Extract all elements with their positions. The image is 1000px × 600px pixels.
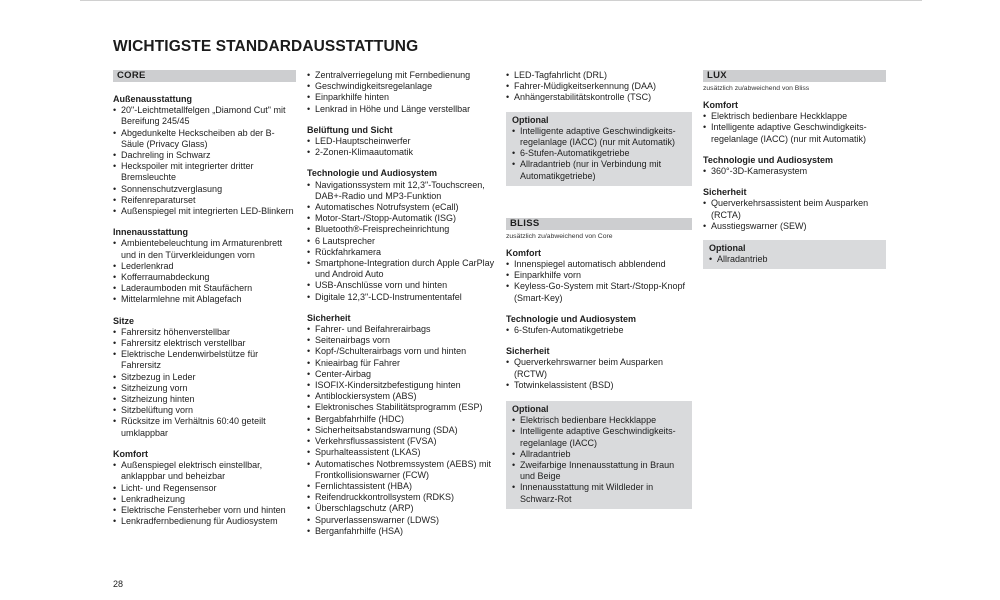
list-item: • Sonnenschutzverglasung [113, 184, 296, 195]
list-item: • Licht- und Regensensor [113, 483, 296, 494]
section-title: Sicherheit [506, 346, 550, 357]
section-title: Komfort [113, 448, 148, 459]
section-title: Komfort [506, 247, 541, 258]
list-item: • Ambientebeleuchtung im Armaturenbrett und in den Türverkleidungen vorn [113, 238, 296, 260]
section-title: Komfort [703, 100, 738, 110]
section-title: Technologie und Audiosystem [506, 313, 637, 324]
list-item: • Knieairbag für Fahrer [307, 358, 495, 369]
core-header: CORE [113, 70, 296, 82]
list [506, 325, 692, 336]
list [512, 126, 688, 182]
list [506, 357, 692, 391]
list-item: • Digitale 12,3"-LCD-Instrumententafel [307, 292, 495, 303]
list-item: • Bergabfahrhilfe (HDC) [307, 414, 495, 425]
list-item: • LED-Hauptscheinwerfer [307, 136, 495, 147]
list-item: • Berganfahrhilfe (HSA) [307, 526, 495, 537]
list-item: • Antiblockiersystem (ABS) [307, 391, 495, 402]
list [307, 324, 495, 537]
list-item: • Keyless-Go-System mit Start-/Stopp-Knopf (Smart-Key) [506, 281, 692, 303]
list-item: • Bluetooth®-Freisprecheinrichtung [307, 224, 495, 235]
list-item: • Kopf-/Schulterairbags vorn und hinten [307, 346, 495, 357]
list-item: • Fahrer- und Beifahrerairbags [307, 324, 495, 335]
list-item: • Zentralverriegelung mit Fernbedienung [307, 70, 495, 81]
optional-box [506, 401, 692, 509]
list-item: • Intelligente adaptive Geschwindigkeits-regelanlage (IACC) [512, 426, 688, 448]
list [113, 460, 296, 527]
list [506, 70, 692, 104]
section-title: Sitze [113, 315, 135, 326]
section-title: Innenausstattung [113, 227, 189, 238]
list-item: • Lenkradheizung [113, 494, 296, 505]
section-title: Technologie und Audiosystem [703, 154, 834, 165]
list-item: • Rücksitze im Verhältnis 60:40 geteilt umklappbar [113, 416, 296, 438]
list-item: • USB-Anschlüsse vorn und hinten [307, 280, 495, 291]
page-title: WICHTIGSTE STANDARDAUSSTATTUNG [113, 38, 419, 55]
list [506, 259, 692, 304]
list-item: • Sitzbezug in Leder [113, 372, 296, 383]
list-item: • Intelligente adaptive Geschwindigkeits-regelanlage (IACC) (nur mit Automatik) [512, 126, 688, 148]
list-item: • Elektrische Lendenwirbelstütze für Fahrersitz [113, 349, 296, 371]
list-item: • Kofferraumabdeckung [113, 272, 296, 283]
list-item: • Seitenairbags vorn [307, 335, 495, 346]
list-item: • Heckspoiler mit integrierter dritter Bremsleuchte [113, 161, 296, 183]
section-title: Sicherheit [703, 187, 747, 198]
list-item: • Reifendruckkontrollsystem (RDKS) [307, 492, 495, 503]
list [703, 111, 886, 145]
list-item: • Einparkhilfe vorn [506, 270, 692, 281]
list-item: • Spurhalteassistent (LKAS) [307, 447, 495, 458]
list-item: • Motor-Start-/Stopp-Automatik (ISG) [307, 213, 495, 224]
section-title: Außenausstattung [113, 94, 193, 104]
list-item: • Einparkhilfe hinten [307, 92, 495, 103]
list-item: • Elektrisch bedienbare Heckklappe [512, 415, 688, 426]
bliss-note: zusätzlich zu/abweichend von Core [506, 232, 613, 240]
page-number: 28 [113, 579, 124, 589]
list-item: • Allradantrieb [512, 449, 688, 460]
list-item: • Mittelarmlehne mit Ablagefach [113, 294, 296, 305]
list-item: • Totwinkelassistent (BSD) [506, 380, 692, 391]
list-item: • ISOFIX-Kindersitzbefestigung hinten [307, 380, 495, 391]
list-item: • Rückfahrkamera [307, 247, 495, 258]
list-item: • Allradantrieb (nur in Verbindung mit Automatikgetriebe) [512, 159, 688, 181]
optional-box [703, 240, 886, 269]
list-item: • Dachreling in Schwarz [113, 150, 296, 161]
optional-title: Optional [709, 243, 746, 254]
list-item: • Laderaumboden mit Staufächern [113, 283, 296, 294]
list-item: • 2-Zonen-Klimaautomatik [307, 147, 495, 158]
optional-title: Optional [512, 114, 549, 125]
list-item: • Elektrisch bedienbare Heckklappe [703, 111, 886, 122]
list [307, 70, 495, 115]
list-item: • Innenspiegel automatisch abblendend [506, 259, 692, 270]
list [307, 180, 495, 303]
list [307, 136, 495, 158]
list-item: • Fernlichtassistent (HBA) [307, 481, 495, 492]
list-item: • Fahrersitz elektrisch verstellbar [113, 338, 296, 349]
list-item: • Überschlagschutz (ARP) [307, 503, 495, 514]
list-item: • Geschwindigkeitsregelanlage [307, 81, 495, 92]
list-item: • Smartphone-Integration durch Apple CarPlay und Android Auto [307, 258, 495, 280]
list-item: • 20"-Leichtmetallfelgen „Diamond Cut" mit Bereifung 245/45 [113, 105, 296, 127]
list-item: • Sicherheitsabstandswarnung (SDA) [307, 425, 495, 436]
list-item: • Fahrer-Müdigkeitserkennung (DAA) [506, 81, 692, 92]
list [512, 415, 688, 505]
list-item: • Außenspiegel elektrisch einstellbar, anklappbar und beheizbar [113, 460, 296, 482]
list-item: • Elektrische Fensterheber vorn und hinten [113, 505, 296, 516]
column-bliss [506, 70, 692, 509]
bliss-header: BLISS [506, 218, 692, 230]
list-item: • Querverkehrswarner beim Ausparken (RCTW) [506, 357, 692, 379]
list-item: • Verkehrsflussassistent (FVSA) [307, 436, 495, 447]
list-item: • Anhängerstabilitätskontrolle (TSC) [506, 92, 692, 103]
list [709, 254, 882, 265]
list-item: • Elektronisches Stabilitätsprogramm (ESP) [307, 402, 495, 413]
list-item: • Automatisches Notbremssystem (AEBS) mit Frontkollisionswarner (FCW) [307, 459, 495, 481]
list [703, 166, 886, 177]
list-item: • Abgedunkelte Heckscheiben ab der B-Säule (Privacy Glass) [113, 128, 296, 150]
list-item: • Automatisches Notrufsystem (eCall) [307, 202, 495, 213]
list-item: • Spurverlassenswarner (LDWS) [307, 515, 495, 526]
list [703, 198, 886, 232]
list-item: • Navigationssystem mit 12,3"-Touchscreen, DAB+-Radio und MP3-Funktion [307, 180, 495, 202]
list-item: • Reifenreparaturset [113, 195, 296, 206]
list-item: • Fahrersitz höhenverstellbar [113, 327, 296, 338]
section-title: Belüftung und Sicht [307, 124, 393, 135]
list [113, 327, 296, 439]
list-item: • Innenausstattung mit Wildleder in Schwarz-Rot [512, 482, 688, 504]
section-title: Technologie und Audiosystem [307, 168, 438, 179]
list-item: • Querverkehrsassistent beim Ausparken (RCTA) [703, 198, 886, 220]
lux-note: zusätzlich zu/abweichend von Bliss [703, 85, 810, 92]
list-item: • Lenkrad in Höhe und Länge verstellbar [307, 104, 495, 115]
lux-header: LUX [703, 70, 886, 82]
list-item: • Sitzbelüftung vorn [113, 405, 296, 416]
optional-title: Optional [512, 404, 549, 415]
list-item: • Zweifarbige Innenausstattung in Braun und Beige [512, 460, 688, 482]
column-core-continued [307, 70, 495, 537]
list-item: • Außenspiegel mit integrierten LED-Blinkern [113, 206, 296, 217]
section-title: Sicherheit [307, 312, 351, 323]
list-item: • Intelligente adaptive Geschwindigkeits-regelanlage (IACC) (nur mit Automatik) [703, 122, 886, 144]
list-item: • 6-Stufen-Automatikgetriebe [512, 148, 688, 159]
list-item: • Sitzheizung vorn [113, 383, 296, 394]
list-item: • Center-Airbag [307, 369, 495, 380]
list [113, 105, 296, 217]
column-lux [703, 70, 886, 269]
column-core [113, 70, 296, 527]
list-item: • Lenkradfernbedienung für Audiosystem [113, 516, 296, 527]
list [113, 238, 296, 305]
list-item: • Lederlenkrad [113, 261, 296, 272]
list-item: • Sitzheizung hinten [113, 394, 296, 405]
top-rule [80, 0, 922, 1]
list-item: • Ausstiegswarner (SEW) [703, 221, 886, 232]
optional-box [506, 112, 692, 186]
list-item: • Allradantrieb [709, 254, 882, 265]
list-item: • 6 Lautsprecher [307, 236, 495, 247]
list-item: • 360°-3D-Kamerasystem [703, 166, 886, 177]
list-item: • LED-Tagfahrlicht (DRL) [506, 70, 692, 81]
list-item: • 6-Stufen-Automatikgetriebe [506, 325, 692, 336]
